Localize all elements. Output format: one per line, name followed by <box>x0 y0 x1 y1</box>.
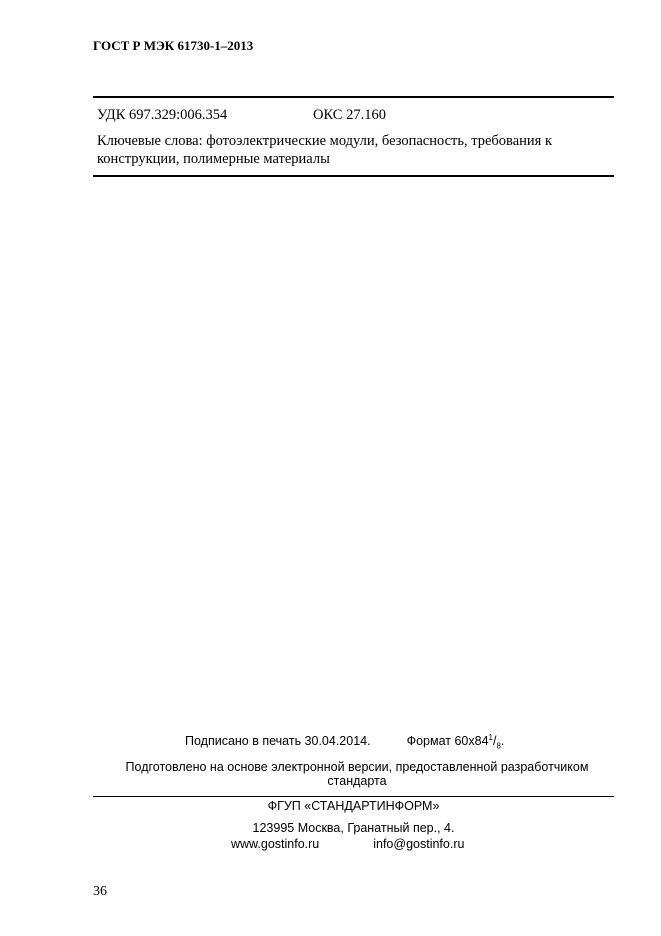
oks-code: ОКС 27.160 <box>313 107 386 123</box>
email-link[interactable]: info@gostinfo.ru <box>373 837 465 851</box>
page-number: 36 <box>93 884 107 899</box>
udk-code: УДК 697.329:006.354 <box>97 107 228 123</box>
keywords: Ключевые слова: фотоэлектрические модули, безопасность, требования к конструкции, полимерные материалы <box>97 133 553 167</box>
publisher-address: 123995 Москва, Гранатный пер., 4. <box>252 821 455 835</box>
publisher-name: ФГУП «СТАНДАРТИНФОРМ» <box>267 799 440 813</box>
print-info-line <box>185 733 504 751</box>
signed-date: Подписано в печать 30.04.2014. <box>185 734 371 749</box>
imprint-divider <box>93 796 614 797</box>
classification-divider <box>93 175 614 177</box>
prepared-note: Подготовлено на основе электронной версии, предоставленной разработчиком стандарта <box>125 760 589 788</box>
contact-line <box>231 837 464 851</box>
top-divider <box>93 96 614 98</box>
website-link[interactable]: www.gostinfo.ru <box>231 837 320 851</box>
paper-format: Формат $60x84^1/_8$. <box>406 733 505 751</box>
document-code: ГОСТ Р МЭК 61730-1–2013 <box>93 38 254 53</box>
